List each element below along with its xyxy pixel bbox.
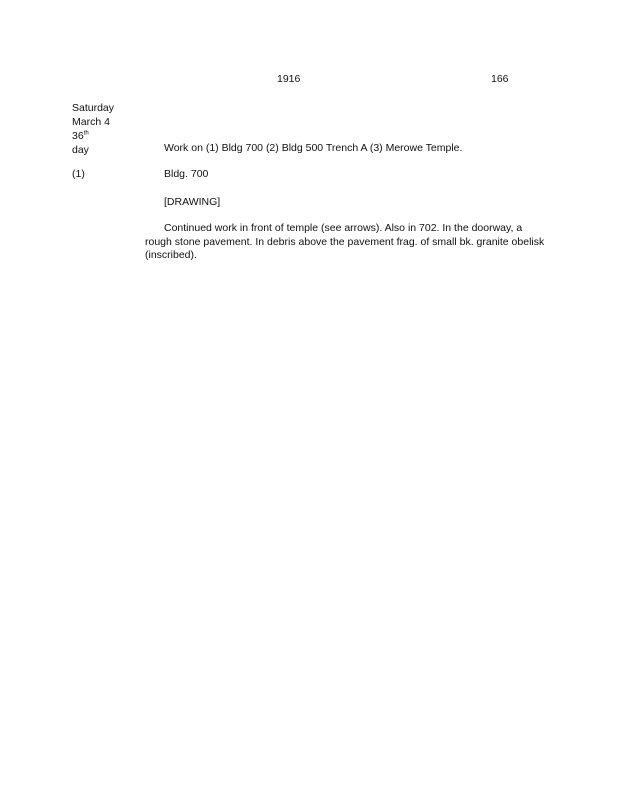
header-year: 1916 bbox=[277, 73, 301, 85]
day-number-value: 36 bbox=[72, 130, 84, 142]
page-number: 166 bbox=[491, 73, 509, 85]
day-word: day bbox=[72, 144, 89, 156]
weekday: Saturday bbox=[72, 102, 115, 114]
date-block bbox=[72, 101, 114, 157]
drawing-placeholder: [DRAWING] bbox=[164, 196, 221, 208]
item-title: Bldg. 700 bbox=[164, 168, 209, 180]
day-suffix: th bbox=[83, 130, 89, 137]
date: March 4 bbox=[72, 116, 110, 128]
day-number bbox=[72, 129, 114, 143]
paragraph-text: Continued work in front of temple (see arrows). Also in 702. In the doorway, a rough stone pavement. In debris above the pavement frag. of small bk. granite obelisk (inscribed). bbox=[145, 222, 545, 261]
entry-paragraph bbox=[145, 222, 545, 263]
item-number: (1) bbox=[72, 168, 85, 180]
work-summary: Work on (1) Bldg 700 (2) Bldg 500 Trench A (3) Merowe Temple. bbox=[164, 142, 463, 154]
